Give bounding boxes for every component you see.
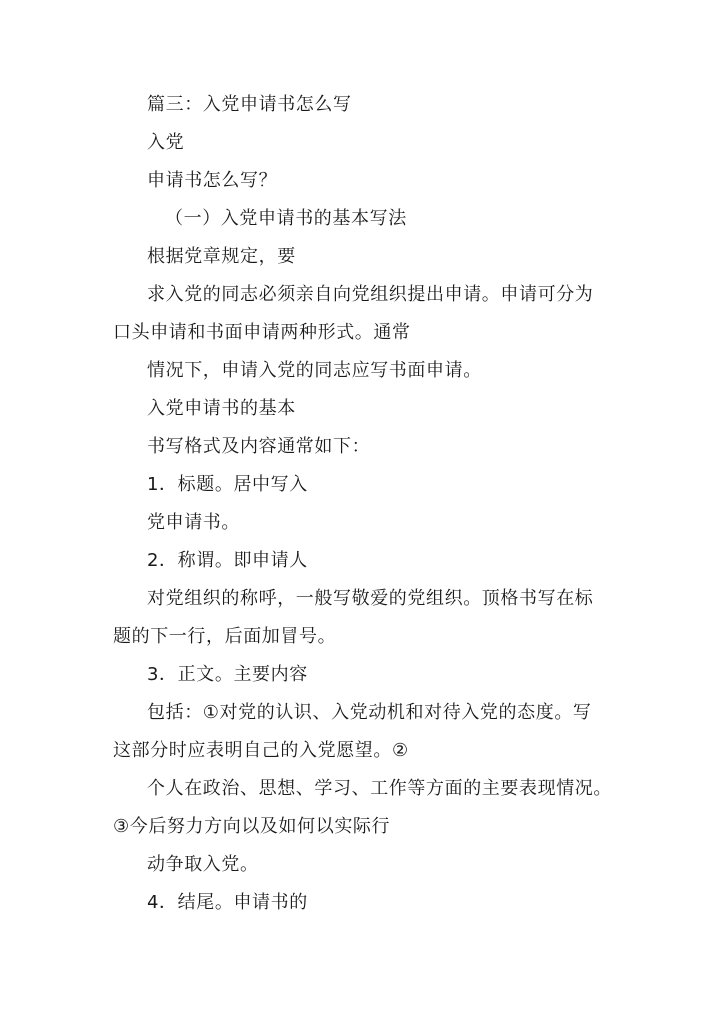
paragraph-line: 入党 — [147, 132, 185, 153]
list-item-body: 3．正文。主要内容 — [147, 664, 308, 685]
section-heading: 篇三：入党申请书怎么写 — [147, 94, 352, 115]
paragraph-line: 动争取入党。 — [147, 854, 259, 875]
list-item-title: 1．标题。居中写入 — [147, 474, 308, 495]
paragraph-line: 情况下，申请入党的同志应写书面申请。 — [147, 360, 482, 381]
paragraph-line: 根据党章规定，要 — [147, 246, 296, 267]
list-item-salutation: 2．称谓。即申请人 — [147, 550, 308, 571]
paragraph-line: 党申请书。 — [147, 512, 240, 533]
paragraph-line: 求入党的同志必须亲自向党组织提出申请。申请可分为 — [147, 284, 594, 305]
paragraph-line: 个人在政治、思想、学习、工作等方面的主要表现情况。 — [147, 778, 612, 799]
paragraph-line: 申请书怎么写？ — [147, 170, 278, 191]
paragraph-line: 这部分时应表明自己的入党愿望。② — [113, 740, 409, 761]
paragraph-line: 包括：①对党的认识、入党动机和对待入党的态度。写 — [147, 702, 592, 723]
document-body — [113, 86, 613, 922]
paragraph-line: 题的下一行，后面加冒号。 — [113, 626, 337, 647]
paragraph-line: 口头申请和书面申请两种形式。通常 — [113, 322, 411, 343]
paragraph-line: 书写格式及内容通常如下： — [147, 436, 371, 457]
list-item-ending: 4．结尾。申请书的 — [147, 892, 308, 913]
paragraph-line: 对党组织的称呼，一般写敬爱的党组织。顶格书写在标 — [147, 588, 594, 609]
paragraph-line: 入党申请书的基本 — [147, 398, 296, 419]
subsection-heading: （一）入党申请书的基本写法 — [165, 208, 407, 229]
paragraph-line: ③今后努力方向以及如何以实际行 — [113, 816, 391, 837]
